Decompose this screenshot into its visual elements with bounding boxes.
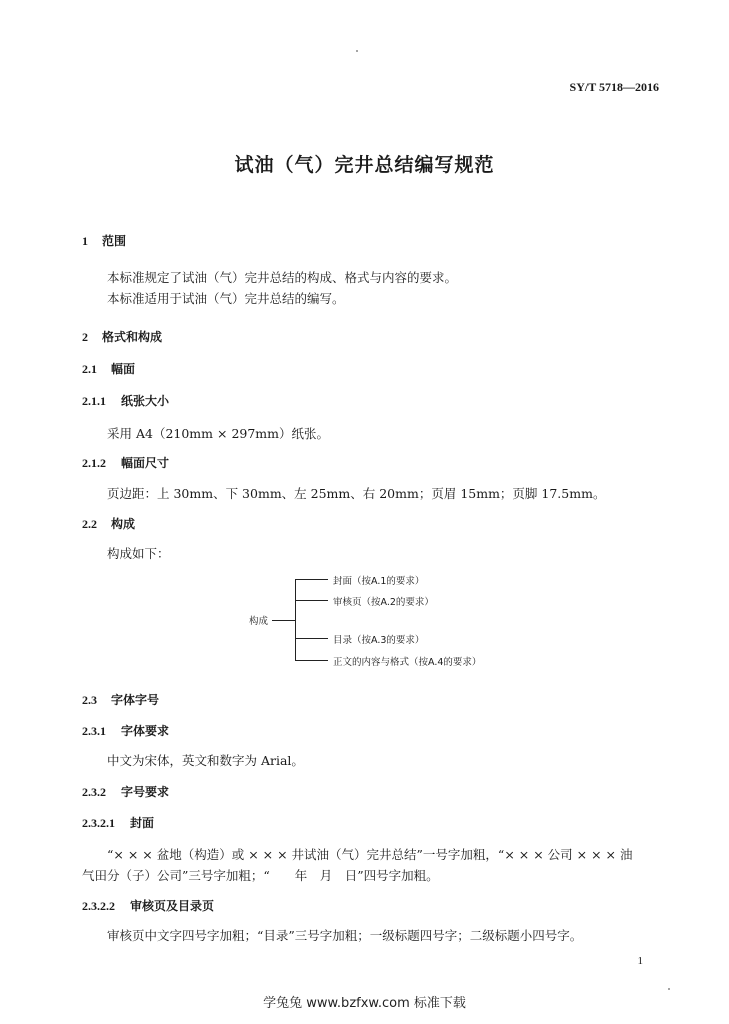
heading-text: 字体字号 <box>111 693 160 707</box>
heading-2-1-2 <box>82 454 169 471</box>
diagram-branch: 封面（按A.1的要求） <box>333 576 425 587</box>
paragraph: 采用 A4（210mm × 297mm）纸张。 <box>107 426 330 441</box>
heading-2-3 <box>82 691 159 708</box>
heading-number: 2.1 <box>82 362 97 376</box>
heading-2-3-2 <box>82 783 169 800</box>
heading-number: 2.2 <box>82 517 97 531</box>
diagram-bracket <box>295 579 296 661</box>
heading-number: 2 <box>82 330 88 344</box>
paragraph: “× × × 盆地（构造）或 × × × 井试油（气）完井总结”一号字加粗，“× × × 公司 × × × 油 <box>107 847 633 862</box>
heading-2-3-1 <box>82 722 169 739</box>
heading-text: 幅面尺寸 <box>121 456 170 470</box>
paragraph: 审核页中文字四号字加粗；“目录”三号字加粗；一级标题四号字；二级标题小四号字。 <box>107 928 583 943</box>
standard-code: SY/T 5718—2016 <box>569 80 659 94</box>
footer-watermark: 学兔兔 www.bzfxw.com 标准下载 <box>263 996 466 1011</box>
heading-number: 2.1.1 <box>82 394 106 408</box>
paragraph: 气田分（子）公司”三号字加粗；“ 年 月 日”四号字加粗。 <box>82 868 439 883</box>
scan-speck <box>356 50 358 52</box>
diagram-connector <box>272 620 296 621</box>
heading-number: 2.3.2.2 <box>82 899 115 913</box>
heading-text: 字号要求 <box>121 785 170 799</box>
heading-1 <box>82 232 126 249</box>
diagram-root-label: 构成 <box>249 616 269 627</box>
heading-text: 审核页及目录页 <box>130 899 215 913</box>
heading-2-1-1 <box>82 392 169 409</box>
diagram-connector <box>295 600 328 601</box>
heading-text: 构成 <box>111 517 136 531</box>
diagram-connector <box>295 638 328 639</box>
paragraph: 本标准规定了试油（气）完井总结的构成、格式与内容的要求。 <box>107 270 458 285</box>
heading-number: 2.1.2 <box>82 456 106 470</box>
heading-text: 纸张大小 <box>121 394 170 408</box>
paragraph: 中文为宋体，英文和数字为 Arial。 <box>107 753 304 768</box>
heading-number: 2.3.2.1 <box>82 816 115 830</box>
heading-2-2 <box>82 515 135 532</box>
heading-2 <box>82 328 162 345</box>
scan-speck <box>668 988 670 990</box>
diagram-branch: 目录（按A.3的要求） <box>333 635 425 646</box>
heading-number: 2.3 <box>82 693 97 707</box>
page-number: 1 <box>637 955 643 967</box>
diagram-branch: 审核页（按A.2的要求） <box>333 597 434 608</box>
heading-text: 幅面 <box>111 362 136 376</box>
heading-text: 范围 <box>102 234 127 248</box>
diagram-connector <box>295 660 328 661</box>
heading-2-3-2-1 <box>82 814 154 831</box>
diagram-branch: 正文的内容与格式（按A.4的要求） <box>333 657 482 668</box>
heading-number: 2.3.2 <box>82 785 106 799</box>
heading-2-3-2-2 <box>82 897 214 914</box>
heading-text: 格式和构成 <box>102 330 163 344</box>
diagram-connector <box>295 579 328 580</box>
paragraph: 页边距：上 30mm、下 30mm、左 25mm、右 20mm；页眉 15mm；页脚 17.5mm。 <box>107 486 606 501</box>
paragraph: 构成如下： <box>107 546 170 561</box>
heading-text: 封面 <box>130 816 155 830</box>
heading-2-1 <box>82 360 135 377</box>
paragraph: 本标准适用于试油（气）完井总结的编写。 <box>107 291 345 306</box>
heading-number: 2.3.1 <box>82 724 106 738</box>
heading-text: 字体要求 <box>121 724 170 738</box>
document-title: 试油（气）完井总结编写规范 <box>234 154 495 176</box>
heading-number: 1 <box>82 234 88 248</box>
